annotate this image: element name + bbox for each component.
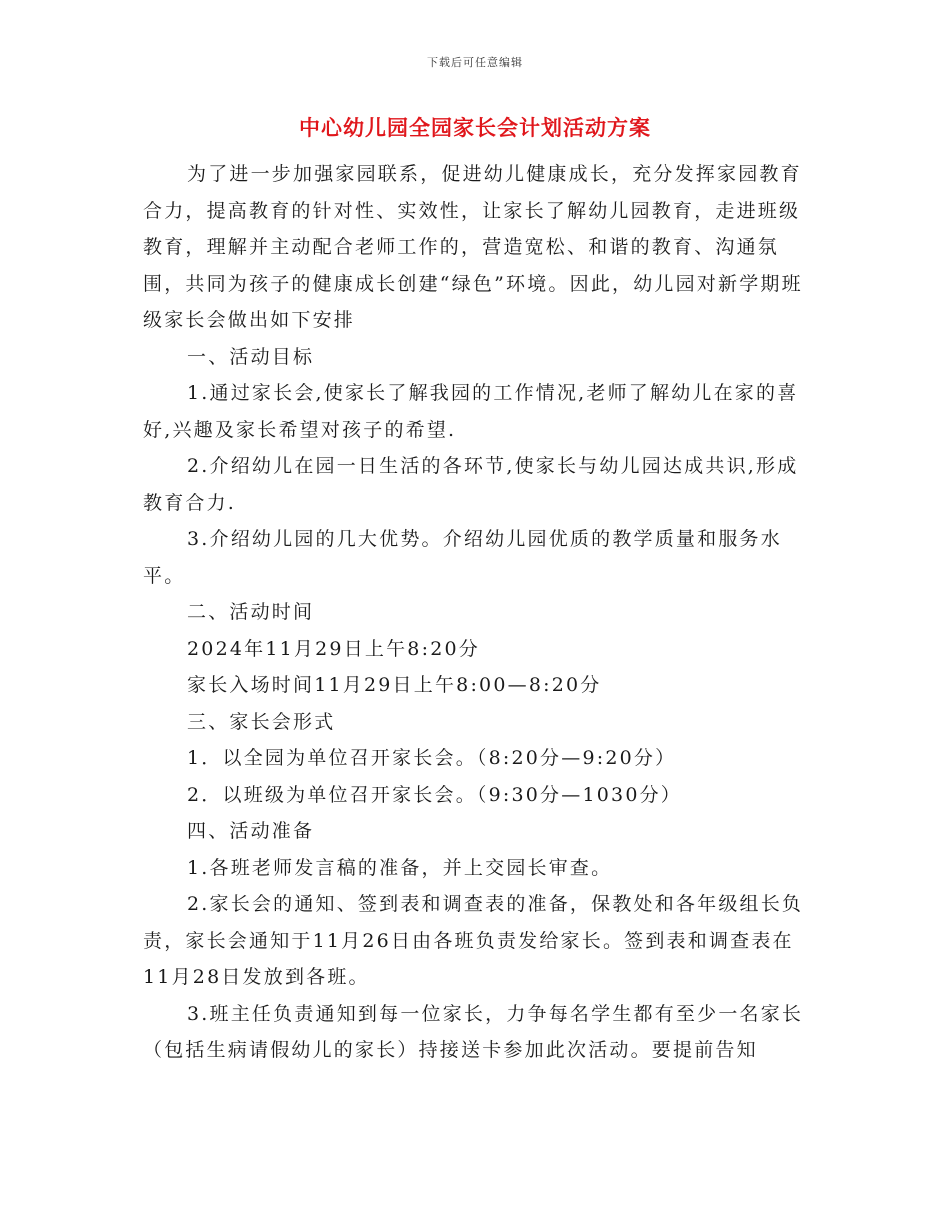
prep-item-3: 3.班主任负责通知到每一位家长，力争每名学生都有至少一名家长（包括生病请假幼儿的家长）持接送卡参加此次活动。要提前告知 bbox=[143, 1002, 804, 1061]
document-body bbox=[143, 156, 811, 1069]
time-item-2: 家长入场时间11月29日上午8:00—8:20分 bbox=[187, 674, 602, 696]
section-heading-time: 二、活动时间 bbox=[187, 601, 315, 623]
prep-item-2: 2.家长会的通知、签到表和调查表的准备，保教处和各年级组长负责，家长会通知于11月26日由各班负责发给家长。签到表和调查表在11月28日发放到各班。 bbox=[143, 893, 804, 988]
header-note: 下载后可任意编辑 bbox=[427, 56, 523, 69]
format-item-2: 2．以班级为单位召开家长会。（9:30分—1030分） bbox=[187, 783, 683, 806]
goal-item-2: 2.介绍幼儿在园一日生活的各环节,使家长与幼儿园达成共识,形成教育合力. bbox=[143, 455, 799, 514]
format-item-1: 1．以全园为单位召开家长会。（8:20分—9:20分） bbox=[187, 747, 677, 769]
section-heading-format: 三、家长会形式 bbox=[187, 710, 336, 733]
prep-item-1: 1.各班老师发言稿的准备，并上交园长审查。 bbox=[187, 856, 613, 879]
document-title: 中心幼儿园全园家长会计划活动方案 bbox=[299, 115, 651, 140]
goal-item-1: 1.通过家长会,使家长了解我园的工作情况,老师了解幼儿在家的喜好,兴趣及家长希望对孩子的希望. bbox=[143, 382, 799, 441]
section-heading-preparation: 四、活动准备 bbox=[187, 820, 315, 842]
section-heading-goals: 一、活动目标 bbox=[187, 345, 315, 368]
goal-item-3: 3.介绍幼儿园的几大优势。介绍幼儿园优质的教学质量和服务水平。 bbox=[143, 528, 782, 587]
time-item-1: 2024年11月29日上午8:20分 bbox=[187, 637, 480, 660]
intro-paragraph: 为了进一步加强家园联系，促进幼儿健康成长，充分发挥家园教育合力，提高教育的针对性、实效性，让家长了解幼儿园教育，走进班级教育，理解并主动配合老师工作的，营造宽松、和谐的教育、沟通氛围，共同为孩子的健康成长创建“绿色”环境。因此，幼儿园对新学期班级家长会做出如下安排 bbox=[143, 163, 803, 331]
